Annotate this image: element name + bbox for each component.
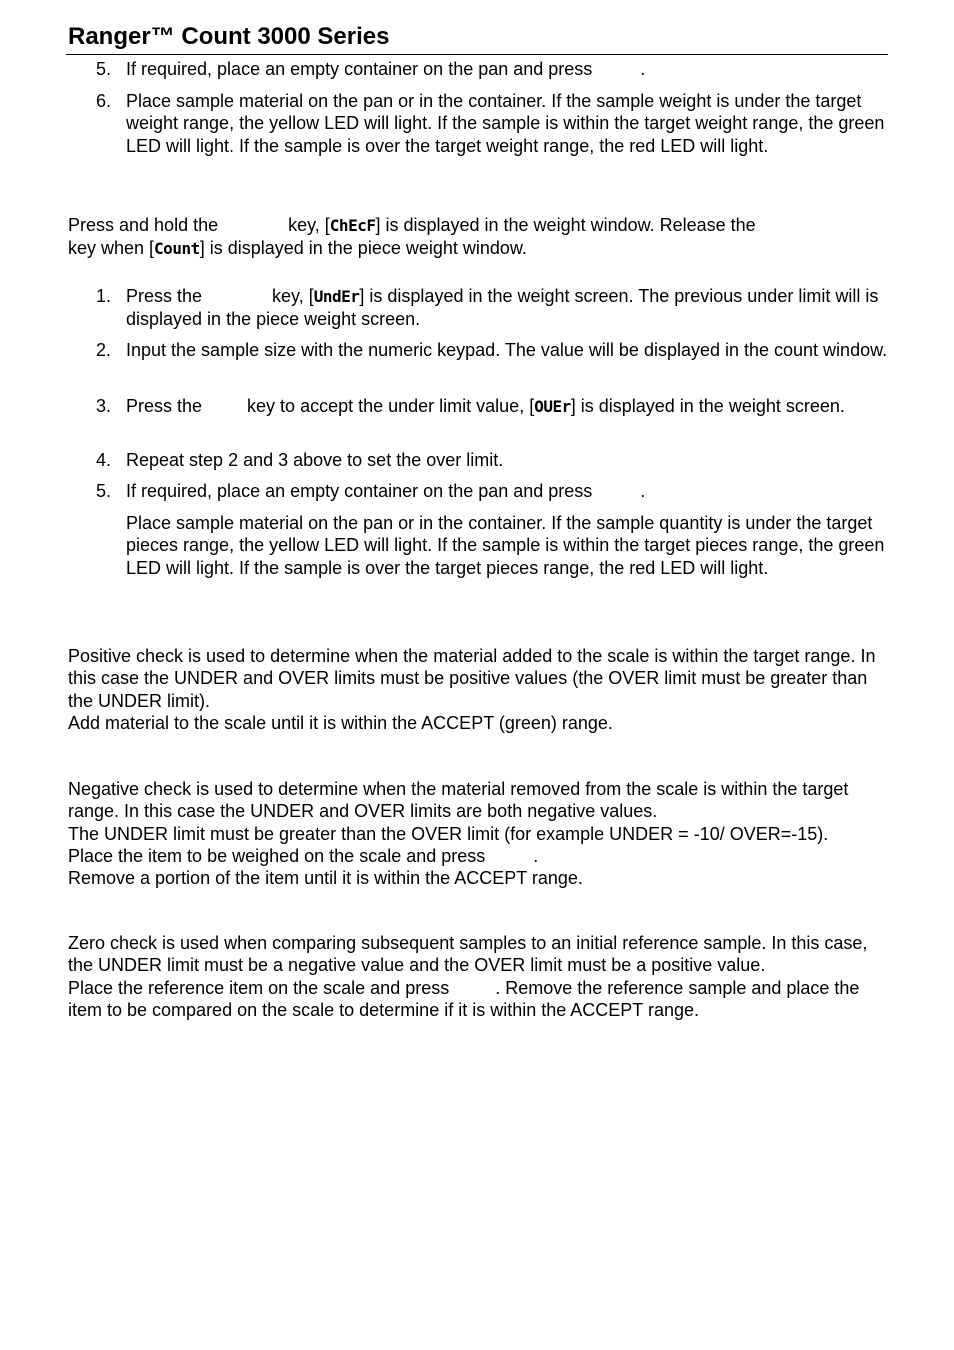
positive-check-description: Positive check is used to determine when the material added to the scale is within the target range. In this case the UNDER and OVER limits must be positive values (the OVER limit must be greater than the UNDER limit). <box>68 646 876 711</box>
positive-check-section <box>68 645 888 734</box>
step-number: 5. <box>96 59 112 79</box>
check-counting-intro: Press and hold the key, [ChEcF] is displayed in the weight window. Release the key when [Count] is displayed in the piece weight window. <box>68 215 756 259</box>
positive-check-instruction: Add material to the scale until it is within the ACCEPT (green) range. <box>68 712 613 733</box>
negative-check-description: Negative check is used to determine when the material removed from the scale is within the target range. In this case the UNDER and OVER limits are both negative values. <box>68 779 849 822</box>
step-text-end: . <box>640 59 646 79</box>
step-number: 5. <box>96 481 112 501</box>
zero-check-instruction: Place the reference item on the scale and press . Remove the reference sample and place the item to be compared on the scale to determine if it is within the ACCEPT range. <box>68 977 860 1020</box>
step-text: Place sample material on the pan or in the container. If the sample weight is under the target weight range, the yellow LED will light. If the sample is within the target weight range, the green LED will light. If the sample is over the target weight range, the red LED will light. <box>126 91 885 156</box>
check-counting-step-2 <box>68 339 888 385</box>
negative-check-section <box>68 778 888 889</box>
check-counting-step-6 <box>68 512 888 602</box>
step-number: 4. <box>96 450 112 470</box>
negative-check-limits: The UNDER limit must be greater than the OVER limit (for example UNDER = -10/ OVER=-15). <box>68 823 829 844</box>
check-weighing-step-5 <box>68 58 888 80</box>
check-counting-step-4 <box>68 449 888 471</box>
step-text: Input the sample size with the numeric keypad. The value will be displayed in the count window. <box>126 340 888 360</box>
header-rule <box>66 54 888 55</box>
negative-check-instruction: Remove a portion of the item until it is within the ACCEPT range. <box>68 868 583 889</box>
check-counting-step-3: 3. Press the key to accept the under limit value, [OUEr] is displayed in the weight screen. <box>96 396 845 416</box>
segment-display-over: OUEr <box>534 397 571 416</box>
step-number: 6. <box>96 91 112 111</box>
segment-display-under: UndEr <box>313 287 360 306</box>
check-counting-step-1: 1. Press the key, [UndEr] is displayed in the weight screen. The previous under limit will is displayed in the piece weight screen. <box>96 286 879 330</box>
step-number: 2. <box>96 340 112 360</box>
step-number: 3. <box>96 396 112 416</box>
page-title: Ranger™ Count 3000 Series <box>68 23 390 50</box>
check-counting-step-5: 5. If required, place an empty container on the pan and press . <box>96 481 646 501</box>
segment-display-check: ChEcF <box>329 216 376 235</box>
step-number: 1. <box>96 286 112 306</box>
segment-display-count: Count <box>154 239 200 259</box>
check-weighing-step-6 <box>68 90 888 180</box>
step-text: Place sample material on the pan or in the container. If the sample quantity is under the target pieces range, the yellow LED will light. If the sample is within the target pieces range, the green LED will light. If the sample is over the target pieces range, the red LED will light. <box>126 513 885 578</box>
zero-check-section <box>68 932 888 1021</box>
negative-check-tare: Place the item to be weighed on the scale and press . <box>68 845 539 866</box>
step-text: If required, place an empty container on the pan and press <box>126 59 593 79</box>
step-text: Repeat step 2 and 3 above to set the over limit. <box>126 450 504 470</box>
zero-check-description: Zero check is used when comparing subsequent samples to an initial reference sample. In this case, the UNDER limit must be a negative value and the OVER limit must be a positive value. <box>68 933 868 976</box>
